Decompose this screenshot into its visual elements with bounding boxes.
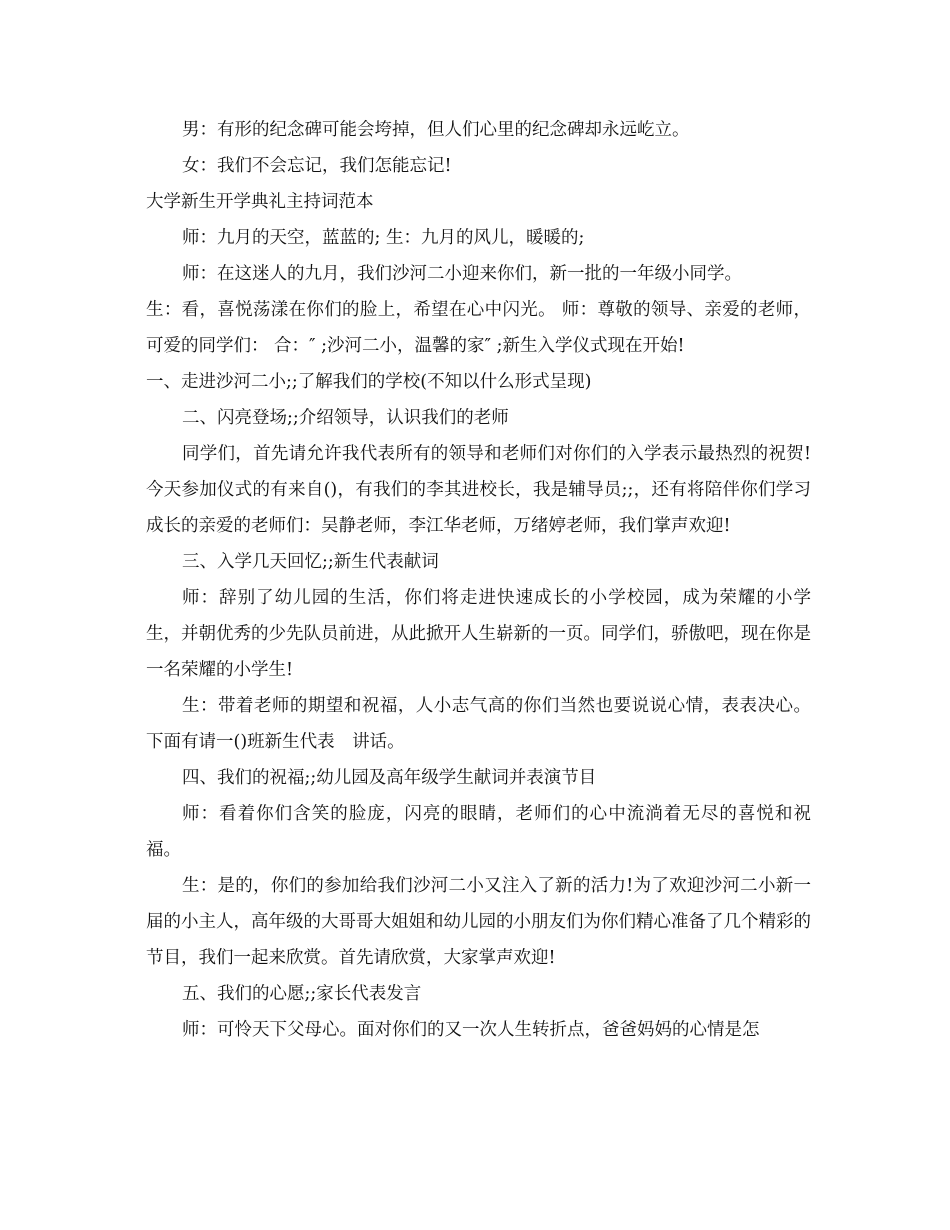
paragraph-6: 生：看，喜悦荡漾在你们的脸上，希望在心中闪光。 师：尊敬的领导、亲爱的老师，可爱的同学们： 合：″ ;沙河二小，温馨的家″ ;新生入学仪式现在开始! bbox=[146, 300, 811, 356]
paragraph-5: 师：在这迷人的九月，我们沙河二小迎来你们，新一批的一年级小同学。 bbox=[182, 264, 742, 284]
paragraph-11: 师：辞别了幼儿园的生活，你们将走进快速成长的小学校园，成为荣耀的小学生，并朝优秀的少先队员前进，从此掀开人生崭新的一页。同学们，骄傲吧，现在你是一名荣耀的小学生! bbox=[146, 588, 811, 680]
paragraph-14: 师：看着你们含笑的脸庞，闪亮的眼睛，老师们的心中流淌着无尽的喜悦和祝福。 bbox=[146, 804, 811, 860]
document-body bbox=[146, 112, 811, 1048]
paragraph-12: 生：带着老师的期望和祝福，人小志气高的你们当然也要说说心情，表表决心。下面有请一()班新生代表 讲话。 bbox=[146, 696, 811, 752]
heading-three: 三、入学几天回忆;;新生代表献词 bbox=[182, 552, 439, 572]
heading-five: 五、我们的心愿;;家长代表发言 bbox=[182, 984, 422, 1004]
paragraph-17: 师：可怜天下父母心。面对你们的又一次人生转折点，爸爸妈妈的心情是怎 bbox=[182, 1020, 760, 1040]
heading-two: 二、闪亮登场;;介绍领导，认识我们的老师 bbox=[182, 408, 509, 428]
paragraph-9: 同学们，首先请允许我代表所有的领导和老师们对你们的入学表示最热烈的祝贺!今天参加仪式的有来自()，有我们的李其进校长，我是辅导员;;，还有将陪伴你们学习成长的亲爱的老师们：吴静老师，李江华老师，万绪婷老师，我们掌声欢迎! bbox=[146, 444, 811, 536]
heading-four: 四、我们的祝福;;幼儿园及高年级学生献词并表演节目 bbox=[182, 768, 597, 788]
paragraph-15: 生：是的，你们的参加给我们沙河二小又注入了新的活力!为了欢迎沙河二小新一届的小主人，高年级的大哥哥大姐姐和幼儿园的小朋友们为你们精心准备了几个精彩的节目，我们一起来欣赏。首先请欣赏，大家掌声欢迎! bbox=[146, 876, 811, 968]
heading-one: 一、走进沙河二小;;了解我们的学校(不知以什么形式呈现) bbox=[146, 372, 592, 392]
section-title: 大学新生开学典礼主持词范本 bbox=[146, 192, 374, 212]
paragraph-4: 师：九月的天空，蓝蓝的; 生：九月的风儿，暖暖的; bbox=[182, 228, 585, 248]
paragraph-2: 女：我们不会忘记，我们怎能忘记! bbox=[182, 156, 452, 176]
paragraph-1: 男：有形的纪念碑可能会垮掉，但人们心里的纪念碑却永远屹立。 bbox=[182, 120, 690, 140]
